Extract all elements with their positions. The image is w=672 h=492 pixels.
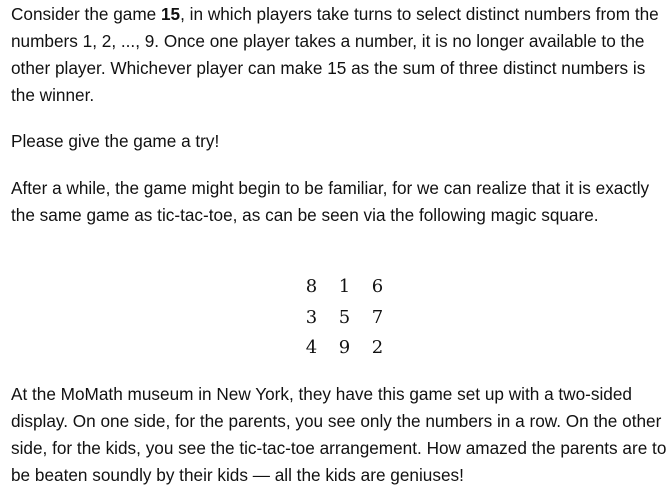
magic-square-cell: 2 xyxy=(371,337,384,358)
magic-square-cell: 9 xyxy=(338,337,351,358)
momath-paragraph: At the MoMath museum in New York, they have this game set up with a two-sided display. On one side, for the parents, you see only the numbers in a row. On the other side, for the kids, you see the tic-tac-toe arrangement. How amazed the parents are to be beaten soundly by their kids — all the kids are geniuses! xyxy=(11,384,667,485)
intro-paragraph xyxy=(11,1,667,109)
magic-square-row xyxy=(295,333,395,364)
try-paragraph: Please give the game a try! xyxy=(11,131,220,151)
intro-text-after: , in which players take turns to select distinct numbers from the numbers 1, 2, ..., 9. Once one player takes a number, it is no longer available to the other player. Whichever player can make 15 as the sum of three distinct numbers is the winner. xyxy=(11,4,659,105)
magic-square-cell: 4 xyxy=(305,337,318,358)
magic-square xyxy=(295,272,395,364)
magic-square-cell: 1 xyxy=(338,276,351,297)
magic-square-cell: 3 xyxy=(305,306,318,328)
magic-square-cell: 5 xyxy=(338,306,351,328)
magic-square-cell: 8 xyxy=(305,276,318,297)
tic-tac-toe-paragraph: After a while, the game might begin to be familiar, for we can realize that it is exactly the same game as tic-tac-toe, as can be seen via the following magic square. xyxy=(11,178,650,225)
game-name-bold: 15 xyxy=(161,4,181,24)
intro-text-before: Consider the game xyxy=(11,4,161,24)
magic-square-row xyxy=(295,272,395,303)
magic-square-cell: 6 xyxy=(371,276,384,297)
magic-square-cell: 7 xyxy=(371,306,384,328)
magic-square-row xyxy=(295,303,395,334)
